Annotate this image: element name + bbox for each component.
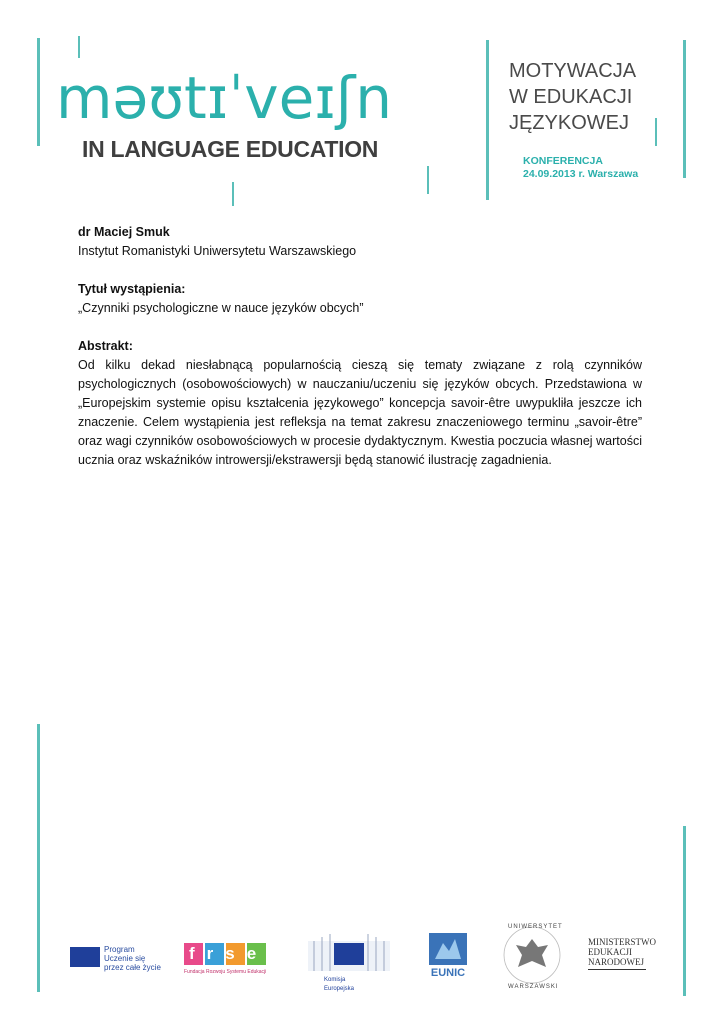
llp-line: Program bbox=[104, 945, 135, 954]
uw-bottom-text: WARSZAWSKI bbox=[508, 984, 559, 990]
eunic-label: EUNIC bbox=[430, 967, 466, 979]
uw-seal-logo bbox=[502, 925, 562, 993]
eu-flag-icon bbox=[70, 947, 100, 967]
ec-line: Europejska bbox=[324, 986, 355, 992]
event-title bbox=[509, 58, 636, 136]
ec-line: Komisja bbox=[324, 977, 346, 983]
abstract-label: Abstrakt: bbox=[78, 339, 133, 353]
frse-caption: Fundacja Rozwoju Systemu Edukacji bbox=[184, 969, 267, 975]
accent-line-top-short bbox=[78, 36, 80, 58]
document-body bbox=[78, 223, 642, 470]
llp-line: przez całe życie bbox=[104, 963, 161, 972]
talk-title: „Czynniki psychologiczne w nauce języków obcych” bbox=[78, 301, 364, 315]
frse-mark: frse bbox=[189, 944, 269, 963]
llp-logo bbox=[70, 945, 160, 971]
author-name: dr Maciej Smuk bbox=[78, 225, 170, 239]
european-commission-logo bbox=[308, 929, 390, 992]
men-line: NARODOWEJ bbox=[588, 957, 644, 967]
accent-line-mid bbox=[232, 182, 234, 206]
conference-info bbox=[523, 155, 638, 181]
logo-subtitle: IN LANGUAGE EDUCATION bbox=[82, 136, 379, 162]
eunic-emblem-icon bbox=[429, 933, 467, 965]
men-line: EDUKACJI bbox=[588, 947, 632, 957]
event-title-line: MOTYWACJA bbox=[509, 60, 637, 82]
conference-date: 24.09.2013 r. Warszawa bbox=[523, 168, 639, 180]
uw-top-text: UNIWERSYTET bbox=[508, 924, 563, 930]
eagle-seal-icon bbox=[502, 925, 562, 985]
men-logo bbox=[588, 937, 668, 977]
abstract-text: Od kilku dekad niesłabnącą popularnością cieszą się tematy związane z rolą czynników psychologicznych (osobowościowych) w nauczaniu/uczeniu się języków obcych. Przedstawiona w „Europejskim systemie opisu kształcenia językowego” koncepcja savoir-être uwypukliła jeszcze ich znaczenie. Celem wystąpienia jest refleksja na temat zakresu znaczeniowego terminu „savoir-être” oraz wagi czynników osobowościowych w procesie dydaktycznym. Kwestia poczucia własnej wartości ucznia oraz wskaźników introwersji/ekstrawersji będą stanowić ilustrację zagadnienia. bbox=[78, 358, 642, 467]
accent-line-left bbox=[37, 38, 40, 146]
partner-logos bbox=[0, 925, 725, 995]
eunic-logo bbox=[429, 933, 467, 985]
accent-line-right bbox=[683, 40, 686, 178]
conference-label: KONFERENCJA bbox=[523, 155, 603, 167]
frse-logo bbox=[184, 943, 272, 977]
author-institution: Instytut Romanistyki Uniwersytetu Warszawskiego bbox=[78, 244, 357, 258]
accent-line-divider bbox=[486, 40, 489, 200]
event-title-line: JĘZYKOWEJ bbox=[509, 112, 630, 134]
commission-building-icon bbox=[308, 929, 390, 971]
talk-title-label: Tytuł wystąpienia: bbox=[78, 282, 186, 296]
accent-line-right-short bbox=[655, 118, 657, 146]
men-line: MINISTERSTWO bbox=[588, 937, 656, 947]
accent-line-center bbox=[427, 166, 429, 194]
llp-line: Uczenie się bbox=[104, 954, 146, 963]
event-title-line: W EDUKACJI bbox=[509, 86, 633, 108]
logo-phonetic: məʊtɪˈveɪʃn bbox=[56, 64, 393, 132]
